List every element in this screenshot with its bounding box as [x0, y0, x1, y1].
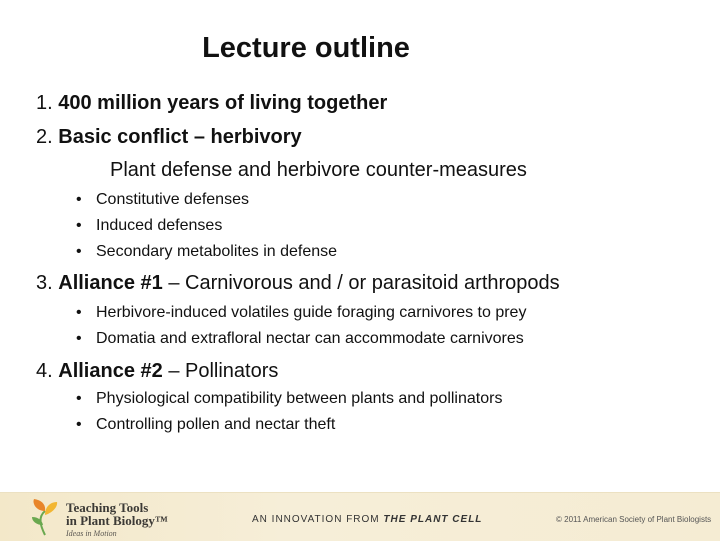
- list-item: • Controlling pollen and nectar theft: [76, 412, 502, 438]
- list-item: • Constitutive defenses: [76, 187, 337, 213]
- list-item: • Herbivore-induced volatiles guide foraging carnivores to prey: [76, 300, 526, 326]
- list-item: • Domatia and extrafloral nectar can accommodate carnivores: [76, 326, 526, 352]
- item-text: 400 million years of living together: [58, 92, 388, 114]
- logo-tagline: Ideas in Motion: [66, 529, 117, 538]
- herbivory-bullets: [76, 187, 337, 265]
- outline-item-3: [36, 272, 560, 295]
- herbivory-subheading: Plant defense and herbivore counter-measures: [110, 159, 527, 181]
- bullet-icon: •: [76, 191, 82, 208]
- bullet-icon: •: [76, 330, 82, 347]
- list-item: • Secondary metabolites in defense: [76, 239, 337, 265]
- list-item: • Physiological compatibility between plants and pollinators: [76, 386, 502, 412]
- copyright-notice: © 2011 American Society of Plant Biologists: [556, 515, 712, 524]
- alliance1-bullets: [76, 300, 526, 352]
- bullet-icon: •: [76, 416, 82, 433]
- slide-title: Lecture outline: [202, 32, 410, 64]
- item-number: 4.: [36, 360, 53, 382]
- item-text: – Carnivorous and / or parasitoid arthropods: [162, 272, 560, 294]
- bullet-icon: •: [76, 390, 82, 407]
- outline-item-2: [36, 126, 302, 149]
- bullet-icon: •: [76, 217, 82, 234]
- logo-wordmark: Teaching Tools in Plant Biology™: [66, 500, 168, 528]
- item-number: 2.: [36, 126, 53, 148]
- item-number: 3.: [36, 272, 53, 294]
- item-text: – Pollinators: [162, 360, 279, 382]
- list-item: • Induced defenses: [76, 213, 337, 239]
- outline-item-4: [36, 360, 278, 383]
- bullet-icon: •: [76, 304, 82, 321]
- leaf-logo-icon: [30, 497, 60, 537]
- item-bold-text: Alliance #2: [58, 360, 163, 382]
- bullet-icon: •: [76, 243, 82, 260]
- item-number: 1.: [36, 92, 53, 114]
- outline-item-1: [36, 92, 387, 115]
- footer-bar: [0, 492, 720, 541]
- item-bold-text: Alliance #1: [58, 272, 163, 294]
- alliance2-bullets: [76, 386, 502, 438]
- item-text: Basic conflict – herbivory: [58, 126, 302, 148]
- innovation-credit: AN INNOVATION FROM THE PLANT CELL: [252, 514, 483, 525]
